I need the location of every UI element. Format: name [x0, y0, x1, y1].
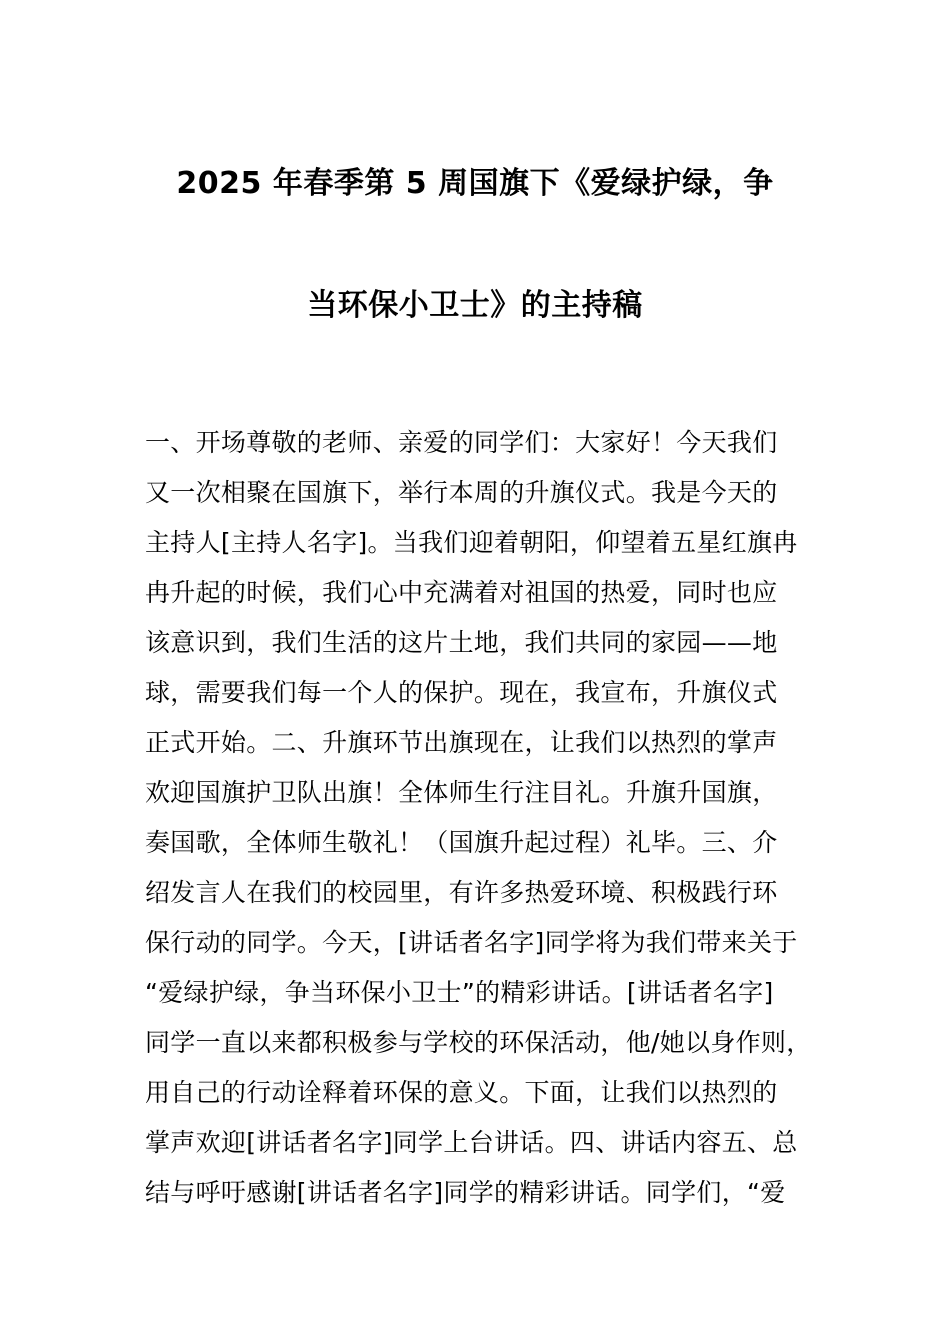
- body-line: 奏国歌，全体师生敬礼！（国旗升起过程）礼毕。三、介: [145, 828, 778, 857]
- title-line-2: 当环保小卫士》的主持稿: [307, 288, 643, 323]
- body-line: 主持人[主持人名字]。当我们迎着朝阳，仰望着五星红旗冉: [145, 528, 798, 557]
- body-line: 绍发言人在我们的校园里，有许多热爱环境、积极践行环: [145, 878, 778, 907]
- body-line: 同学一直以来都积极参与学校的环保活动，他/她以身作则，: [145, 1028, 812, 1057]
- body-line: 用自己的行动诠释着环保的意义。下面，让我们以热烈的: [145, 1078, 778, 1107]
- body-line: 该意识到，我们生活的这片土地，我们共同的家园——地: [145, 628, 778, 657]
- body-line: 掌声欢迎[讲话者名字]同学上台讲话。四、讲话内容五、总: [145, 1128, 798, 1157]
- body-line: 正式开始。二、升旗环节出旗现在，让我们以热烈的掌声: [145, 728, 778, 757]
- body-line: 保行动的同学。今天，[讲话者名字]同学将为我们带来关于: [145, 928, 798, 957]
- body-line: 欢迎国旗护卫队出旗！全体师生行注目礼。升旗升国旗，: [145, 778, 778, 807]
- body-text: [145, 418, 845, 1218]
- body-line: 冉升起的时候，我们心中充满着对祖国的热爱，同时也应: [145, 578, 778, 607]
- body-line: 球，需要我们每一个人的保护。现在，我宣布，升旗仪式: [145, 678, 778, 707]
- title-line-1: 2025 年春季第 5 周国旗下《爱绿护绿，争: [176, 166, 774, 201]
- body-line: “爱绿护绿，争当环保小卫士”的精彩讲话。[讲话者名字]: [145, 978, 774, 1007]
- body-line: 又一次相聚在国旗下，举行本周的升旗仪式。我是今天的: [145, 478, 778, 507]
- body-line: 一、开场尊敬的老师、亲爱的同学们：大家好！今天我们: [145, 428, 778, 457]
- body-line: 结与呼吁感谢[讲话者名字]同学的精彩讲话。同学们，“爱: [145, 1178, 786, 1207]
